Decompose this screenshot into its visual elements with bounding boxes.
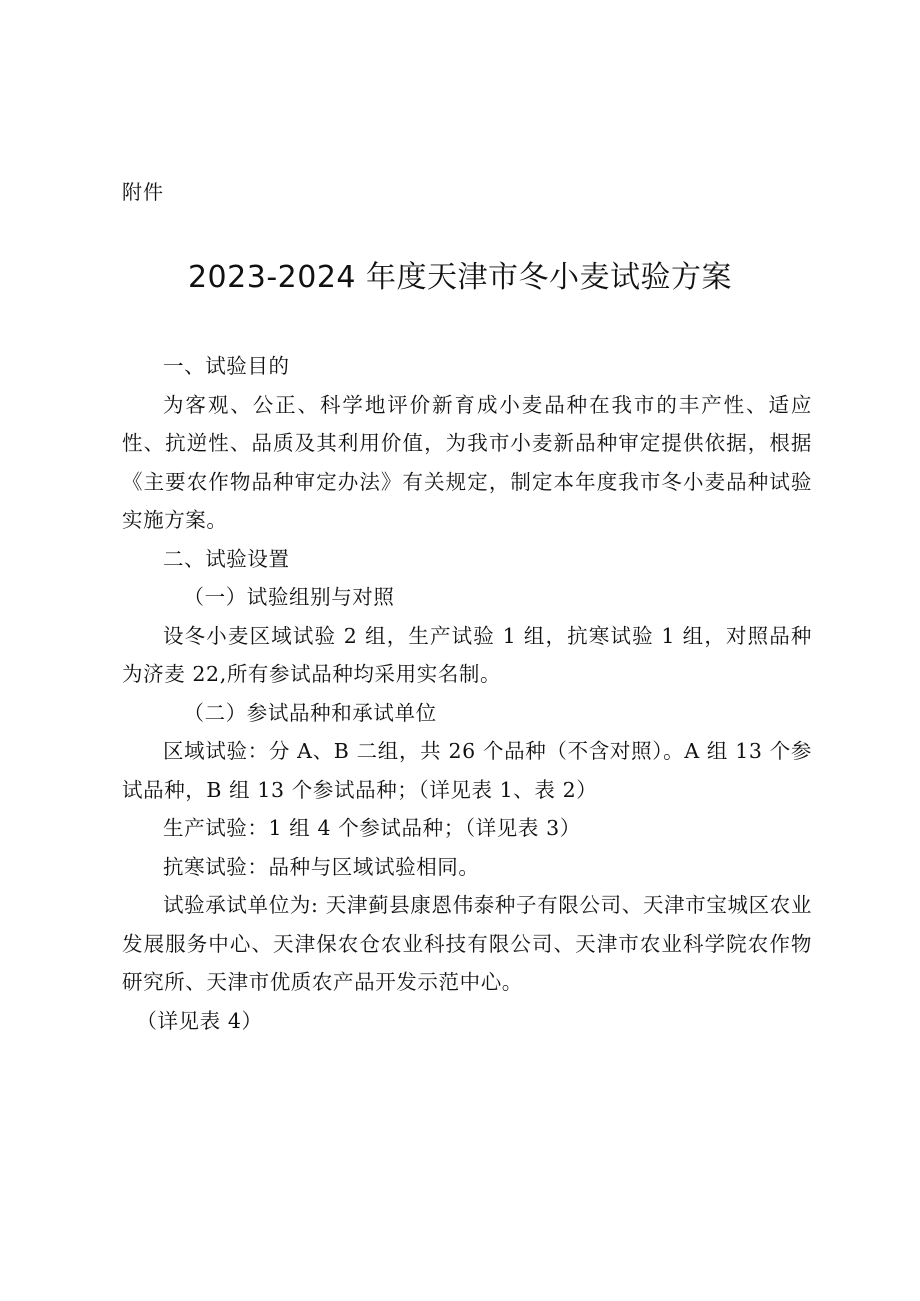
paragraph-groups: 设冬小麦区域试验 2 组，生产试验 1 组，抗寒试验 1 组，对照品种为济麦 22,所有参试品种均采用实名制。 — [122, 623, 812, 686]
paragraph-cold-trial: 抗寒试验：品种与区域试验相同。 — [163, 854, 480, 879]
attachment-label: 附件 — [122, 180, 164, 204]
paragraph-production-trial: 生产试验：1 组 4 个参试品种；（详见表 3） — [163, 816, 581, 840]
section-heading-setup: 二、试验设置 — [163, 546, 290, 571]
subsection-heading-groups: （一）试验组别与对照 — [183, 585, 395, 609]
paragraph-regional-trial: 区域试验：分 A、B 二组，共 26 个品种（不含对照）。A 组 13 个参试品种，B 组 13 个参试品种；（详见表 1、表 2） — [122, 739, 812, 802]
document-title: 2023-2024 年度天津市冬小麦试验方案 — [187, 260, 733, 295]
paragraph-see-table: （详见表 4） — [136, 1008, 263, 1033]
paragraph-purpose: 为客观、公正、科学地评价新育成小麦品种在我市的丰产性、适应性、抗逆性、品质及其利用价值，为我市小麦新品种审定提供依据，根据《主要农作物品种审定办法》有关规定，制定本年度我市冬小麦品种试验实施方案。 — [122, 392, 812, 532]
paragraph-trial-units: 试验承试单位为: 天津蓟县康恩伟泰种子有限公司、天津市宝城区农业发展服务中心、天津保农仓农业科技有限公司、天津市农业科学院农作物研究所、天津市优质农产品开发示范中心。 — [122, 893, 812, 994]
subsection-heading-varieties: （二）参试品种和承试单位 — [183, 700, 437, 725]
section-heading-purpose: 一、试验目的 — [163, 354, 290, 378]
document-body — [122, 347, 812, 1040]
